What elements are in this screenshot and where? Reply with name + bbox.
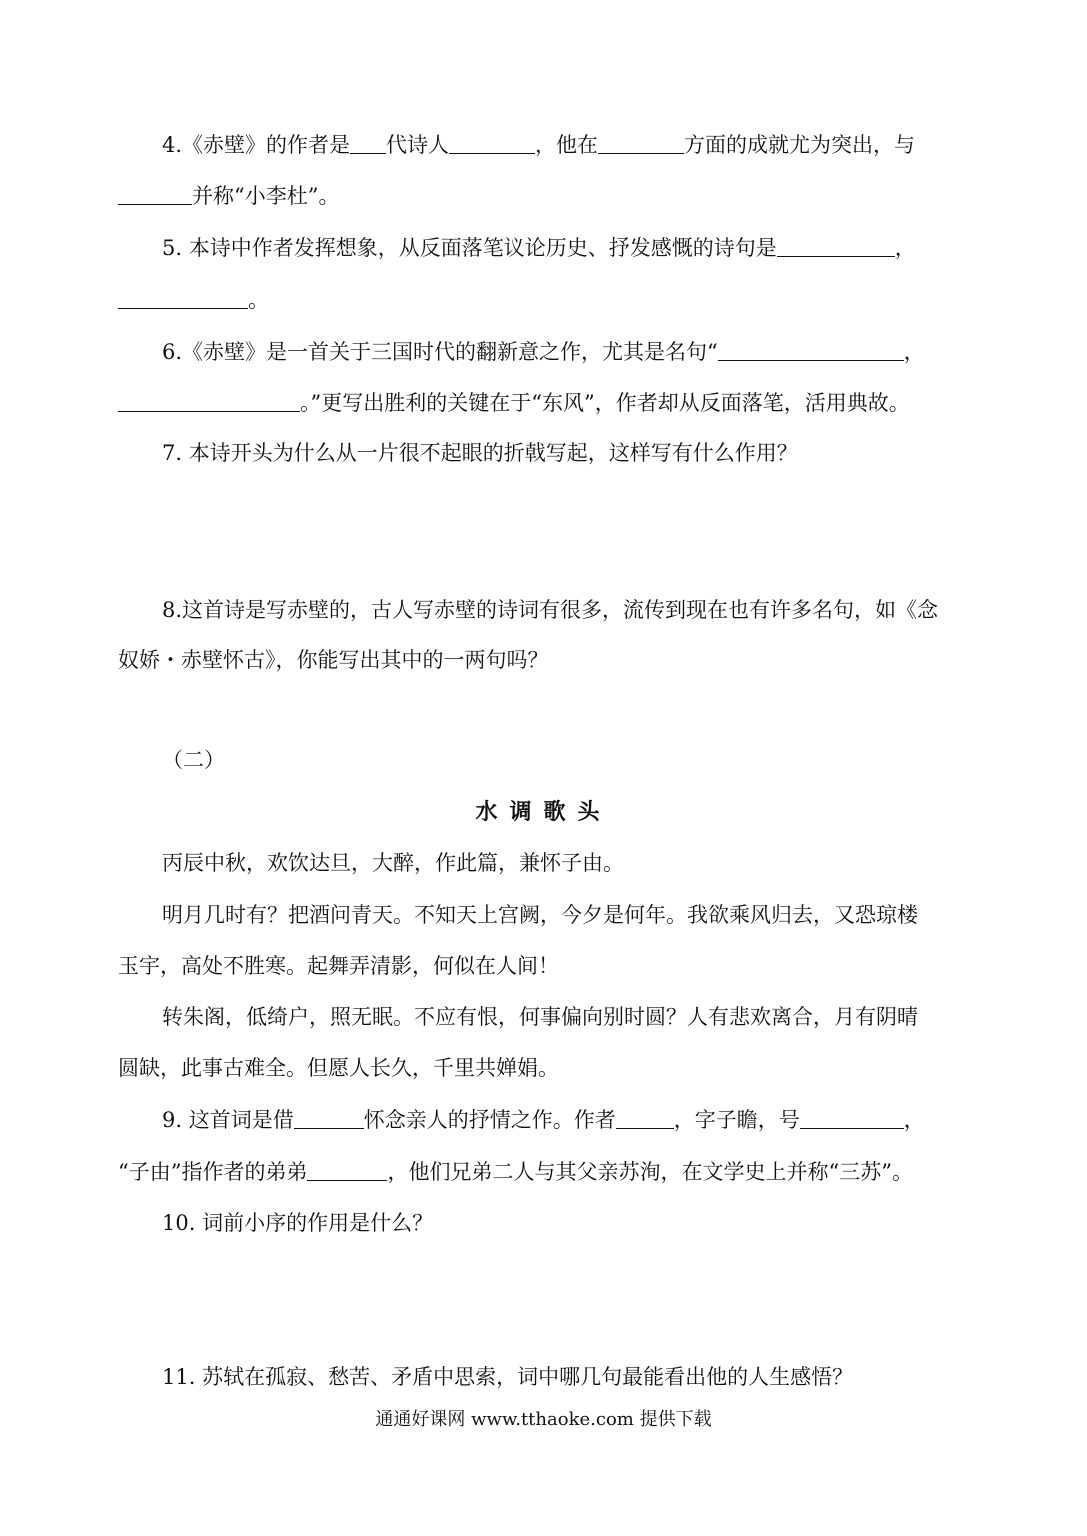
- answer-blank[interactable]: [616, 1106, 674, 1129]
- question-8-line2: 奴娇・赤壁怀古》，你能写出其中的一两句吗？: [118, 648, 549, 672]
- question-7: 7. 本诗开头为什么从一片很不起眼的折戟写起，这样写有什么作用？: [162, 441, 798, 465]
- poem-paragraph-1-line2: 玉宇，高处不胜寒。起舞弄清影，何似在人间！: [118, 954, 559, 978]
- question-5-line1: 5. 本诗中作者发挥想象，从反面落笔议论历史、抒发感慨的诗句是 ，: [162, 236, 916, 260]
- answer-blank[interactable]: [598, 131, 684, 154]
- answer-blank[interactable]: [118, 182, 192, 205]
- question-6-line1: 6.《赤壁》是一首关于三国时代的翻新意之作，尤其是名句“ ，: [162, 340, 925, 364]
- question-5-line2: 。: [118, 285, 953, 315]
- poem-paragraph-1-line1: 明月几时有？把酒问青天。不知天上宫阙，今夕是何年。我欲乘风归去，又恐琼楼: [162, 903, 918, 927]
- poem-preface: 丙辰中秋，欢饮达旦，大醉，作此篇，兼怀子由。: [162, 851, 624, 875]
- answer-blank[interactable]: [294, 1106, 364, 1129]
- question-11: 11. 苏轼在孤寂、愁苦、矛盾中思索，词中哪几句最能看出他的人生感悟？: [162, 1365, 854, 1389]
- poem-paragraph-2-line2: 圆缺，此事古难全。但愿人长久，千里共婵娟。: [118, 1056, 559, 1080]
- answer-blank[interactable]: [800, 1106, 904, 1129]
- answer-blank[interactable]: [718, 338, 904, 361]
- section-heading: （二）: [162, 748, 225, 772]
- question-6-line2: 。”更写出胜利的关键在于“东风”，作者却从反面落笔，活用典故。: [118, 388, 953, 418]
- answer-blank[interactable]: [350, 131, 386, 154]
- answer-blank[interactable]: [307, 1158, 387, 1181]
- page-footer: 通通好课网 www.tthaoke.com 提供下载: [375, 1409, 712, 1430]
- answer-blank[interactable]: [777, 234, 895, 257]
- answer-blank[interactable]: [449, 131, 535, 154]
- question-9-line2: “子由”指作者的弟弟 ，他们兄弟二人与其父亲苏洵，在文学史上并称“三苏”。: [118, 1160, 913, 1184]
- question-9-line1: 9. 这首词是借 怀念亲人的抒情之作。作者 ，字子瞻，号 ，: [162, 1108, 925, 1132]
- answer-blank[interactable]: [118, 286, 248, 309]
- question-8-line1: 8.这首诗是写赤壁的，古人写赤壁的诗词有很多，流传到现在也有许多名句，如《念: [162, 598, 939, 622]
- answer-blank[interactable]: [118, 389, 300, 412]
- poem-title: 水调歌头: [475, 799, 612, 825]
- poem-paragraph-2-line1: 转朱阁，低绮户，照无眠。不应有恨，何事偏向别时圆？人有悲欢离合，月有阴晴: [162, 1005, 918, 1029]
- question-4-line2: 并称“小李杜”。: [118, 181, 953, 211]
- question-4-line1: 4.《赤壁》的作者是 代诗人 ，他在 方面的成就尤为突出，与: [162, 133, 916, 157]
- question-10: 10. 词前小序的作用是什么？: [162, 1211, 434, 1235]
